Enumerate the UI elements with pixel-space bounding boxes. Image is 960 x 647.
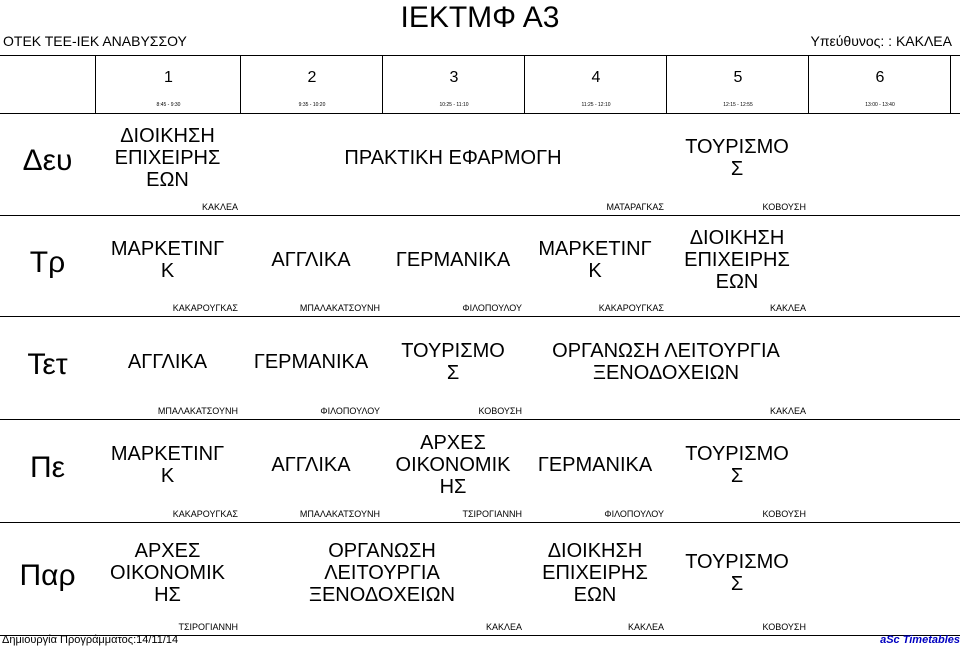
lesson-cell[interactable] — [240, 419, 382, 522]
lesson-teacher: ΜΠΑΛΑΚΑΤΣΟΥΝΗ — [299, 303, 380, 313]
lesson-subject: ΓΕΡΜΑΝΙΚΑ — [395, 248, 511, 271]
lesson-subject: ΜΑΡΚΕΤΙΝΓ Κ — [110, 442, 225, 487]
lesson-cell[interactable] — [240, 522, 524, 635]
lesson-cell[interactable] — [95, 316, 240, 419]
lesson-cell[interactable] — [95, 522, 240, 635]
lesson-teacher: ΦΙΛΟΠΟΥΛΟΥ — [604, 509, 664, 519]
brand-label: aSc Timetables — [880, 634, 960, 646]
lesson-teacher: ΚΟΒΟΥΣΗ — [762, 509, 806, 519]
lesson-teacher: ΚΑΚΛΕΑ — [627, 622, 664, 632]
lesson-subject: ΑΓΓΛΙΚΑ — [271, 453, 351, 476]
lesson-teacher: ΚΑΚΛΕΑ — [485, 622, 522, 632]
day-label: Δευ — [22, 144, 73, 177]
lesson-cell[interactable] — [524, 419, 666, 522]
school-name: ΟΤΕΚ ΤΕΕ-ΙΕΚ ΑΝΑΒΥΣΣΟΥ — [3, 33, 187, 49]
lesson-subject: ΑΓΓΛΙΚΑ — [271, 248, 351, 271]
lesson-subject: ΑΓΓΛΙΚΑ — [127, 350, 208, 373]
lesson-cell[interactable] — [95, 419, 240, 522]
lesson-cell[interactable] — [666, 522, 808, 635]
period-time: 11:25 - 12:10 — [581, 102, 611, 108]
period-number: 1 — [164, 69, 173, 86]
lesson-cell[interactable] — [382, 215, 524, 316]
lesson-teacher: ΚΑΚΑΡΟΥΓΚΑΣ — [598, 303, 664, 313]
period-time: 9:35 - 10:20 — [298, 102, 326, 108]
lesson-subject: ΑΡΧΕΣ ΟΙΚΟΝΟΜΙΚ ΗΣ — [110, 539, 225, 606]
lesson-teacher: ΚΑΚΛΕΑ — [769, 303, 806, 313]
lesson-subject: ΤΟΥΡΙΣΜΟ Σ — [685, 136, 789, 180]
lesson-teacher: ΚΑΚΑΡΟΥΓΚΑΣ — [172, 509, 238, 519]
lesson-subject: ΓΕΡΜΑΝΙΚΑ — [537, 453, 653, 476]
lesson-cell[interactable] — [240, 113, 666, 215]
lesson-cell[interactable] — [95, 215, 240, 316]
lesson-subject: ΟΡΓΑΝΩΣΗ ΛΕΙΤΟΥΡΓΙΑ ΞΕΝΟΔΟΧΕΙΩΝ — [308, 539, 456, 606]
lesson-teacher: ΚΟΒΟΥΣΗ — [762, 622, 806, 632]
lesson-cell[interactable] — [524, 215, 666, 316]
lesson-teacher: ΚΟΒΟΥΣΗ — [478, 406, 522, 416]
period-number: 5 — [733, 69, 743, 86]
lesson-subject: ΤΟΥΡΙΣΜΟ Σ — [685, 442, 789, 487]
lesson-teacher: ΤΣΙΡΟΓΙΑΝΝΗ — [178, 622, 238, 632]
period-number: 6 — [875, 69, 885, 86]
lesson-teacher: ΤΣΙΡΟΓΙΑΝΝΗ — [462, 509, 522, 519]
created-date: Δημιουργία Προγράμματος:14/11/14 — [2, 634, 179, 646]
lesson-cell[interactable] — [382, 419, 524, 522]
lesson-teacher: ΜΠΑΛΑΚΑΤΣΟΥΝΗ — [157, 406, 238, 416]
lesson-cell[interactable] — [382, 316, 524, 419]
period-time: 12:15 - 12:55 — [723, 102, 753, 108]
lesson-teacher: ΚΑΚΛΕΑ — [769, 406, 806, 416]
period-time: 8:45 - 9:30 — [156, 102, 181, 108]
lesson-subject: ΠΡΑΚΤΙΚΗ ΕΦΑΡΜΟΓΗ — [344, 147, 562, 169]
lesson-subject: ΔΙΟΙΚΗΣΗ ΕΠΙΧΕΙΡΗΣ ΕΩΝ — [684, 226, 790, 293]
lesson-teacher: ΦΙΛΟΠΟΥΛΟΥ — [320, 406, 380, 416]
period-time: 13:00 - 13:40 — [865, 102, 895, 108]
responsible-teacher: Υπεύθυνος: : ΚΑΚΛΕΑ — [810, 33, 952, 49]
lesson-cell[interactable] — [666, 113, 808, 215]
day-label: Τρ — [29, 245, 66, 279]
lesson-teacher: ΚΑΚΑΡΟΥΓΚΑΣ — [172, 303, 238, 313]
lesson-teacher: ΚΑΚΛΕΑ — [201, 202, 238, 212]
lesson-teacher: ΜΠΑΛΑΚΑΤΣΟΥΝΗ — [299, 509, 380, 519]
period-number: 2 — [307, 69, 317, 86]
lesson-subject: ΔΙΟΙΚΗΣΗ ΕΠΙΧΕΙΡΗΣ ΕΩΝ — [542, 539, 648, 606]
period-time: 10:25 - 11:10 — [439, 102, 469, 108]
lesson-teacher: ΦΙΛΟΠΟΥΛΟΥ — [462, 303, 522, 313]
lesson-subject: ΜΑΡΚΕΤΙΝΓ Κ — [538, 237, 652, 282]
lesson-cell[interactable] — [524, 522, 666, 635]
period-number: 4 — [591, 69, 601, 86]
lesson-cell[interactable] — [240, 215, 382, 316]
day-label: Παρ — [19, 558, 76, 592]
day-label: Τετ — [27, 347, 68, 381]
lesson-subject: ΓΕΡΜΑΝΙΚΑ — [253, 350, 369, 373]
lesson-subject: ΟΡΓΑΝΩΣΗ ΛΕΙΤΟΥΡΓΙΑ ΞΕΝΟΔΟΧΕΙΩΝ — [552, 339, 780, 384]
period-number: 3 — [449, 69, 459, 86]
lesson-cell[interactable] — [95, 113, 240, 215]
lesson-teacher: ΚΟΒΟΥΣΗ — [762, 202, 806, 212]
lesson-subject: ΤΟΥΡΙΣΜΟ Σ — [401, 339, 505, 384]
lesson-cell[interactable] — [524, 316, 808, 419]
lesson-subject: ΔΙΟΙΚΗΣΗ ΕΠΙΧΕΙΡΗΣ ΕΩΝ — [114, 125, 221, 191]
lesson-cell[interactable] — [240, 316, 382, 419]
lesson-subject: ΤΟΥΡΙΣΜΟ Σ — [685, 550, 789, 595]
day-label: Πε — [29, 450, 66, 484]
page-title: ΙΕΚΤΜΦ Α3 — [400, 1, 560, 34]
timetable-grid — [0, 55, 960, 635]
lesson-cell[interactable] — [666, 215, 808, 316]
lesson-teacher: ΜΑΤΑΡΑΓΚΑΣ — [606, 202, 664, 212]
lesson-subject: ΑΡΧΕΣ ΟΙΚΟΝΟΜΙΚ ΗΣ — [395, 431, 511, 498]
lesson-cell[interactable] — [666, 419, 808, 522]
lesson-subject: ΜΑΡΚΕΤΙΝΓ Κ — [110, 237, 225, 282]
grid-line-horizontal — [0, 55, 960, 56]
